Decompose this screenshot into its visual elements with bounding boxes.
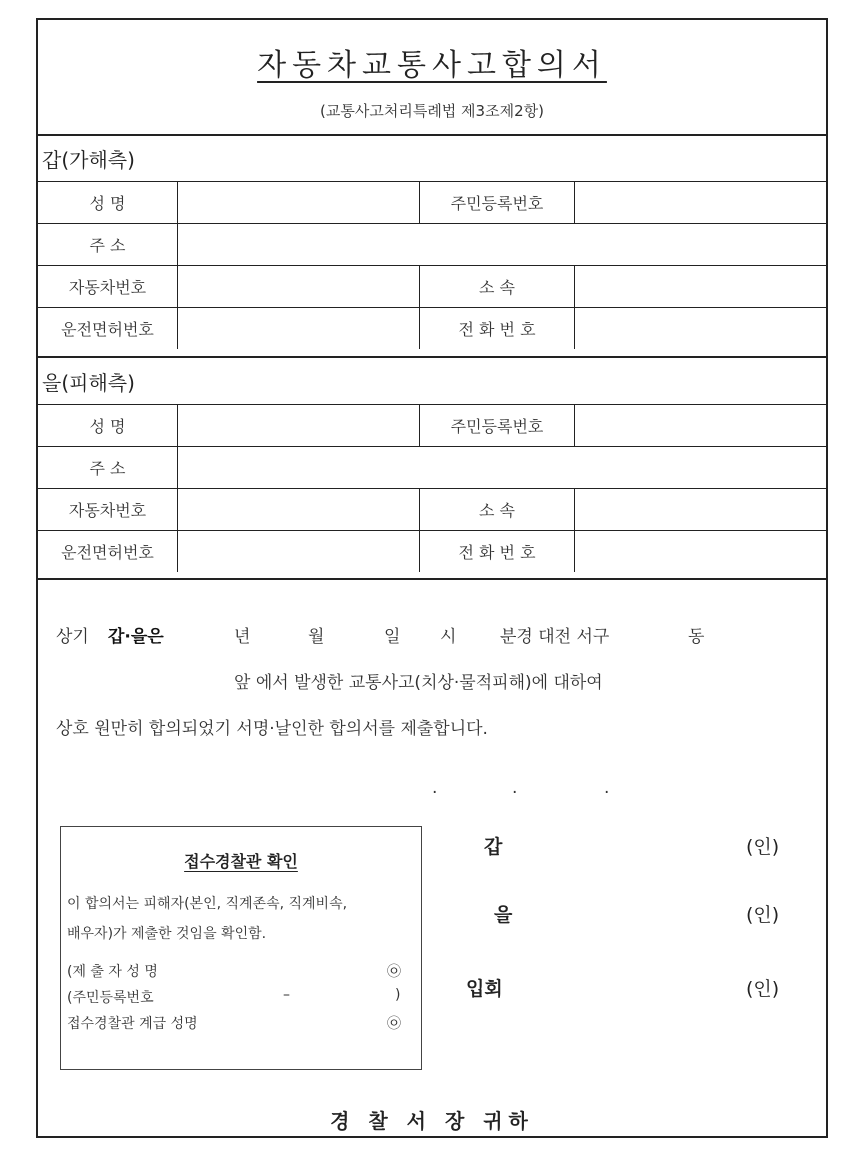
table-row: [38, 531, 826, 573]
police-box-text: 배우자)가 제출한 것임을 확인함.: [67, 926, 267, 942]
license-number-field[interactable]: [178, 308, 420, 350]
vehicle-number-field[interactable]: [178, 266, 420, 308]
phone-field[interactable]: [575, 531, 827, 573]
recipient-footer: 경 찰 서 장 귀하: [330, 1109, 534, 1133]
table-row: [38, 224, 826, 266]
statement-prefix: 상기: [56, 627, 89, 647]
dong-label: 동: [688, 627, 705, 647]
label-id-number: 주민등록번호: [420, 182, 575, 224]
label-id-number: 주민등록번호: [420, 405, 575, 447]
form-frame: [36, 18, 828, 1138]
signature-label-offender: 갑: [484, 836, 503, 858]
police-confirmation-box: [60, 826, 422, 1070]
seal-victim[interactable]: (인): [746, 904, 780, 926]
statement-line3: 상호 원만히 합의되었기 서명·날인한 합의서를 제출합니다.: [56, 719, 488, 739]
id-number-field[interactable]: [575, 405, 827, 447]
affiliation-field[interactable]: [575, 489, 827, 531]
statement-line2: 앞 에서 발생한 교통사고(치상·물적피해)에 대하여: [234, 673, 603, 693]
vehicle-number-field[interactable]: [178, 489, 420, 531]
id-number-label: (주민등록번호: [67, 990, 154, 1006]
name-field[interactable]: [178, 405, 420, 447]
id-number-field[interactable]: [575, 182, 827, 224]
label-phone: 전 화 번 호: [420, 531, 575, 573]
date-dot: .: [512, 778, 518, 798]
section-heading-offender: 갑(가해측): [42, 148, 135, 172]
year-label: 년: [234, 627, 251, 647]
offender-table: [38, 181, 826, 349]
phone-field[interactable]: [575, 308, 827, 350]
label-vehicle-number: 자동차번호: [38, 266, 178, 308]
table-row: [38, 266, 826, 308]
seal-witness[interactable]: (인): [746, 978, 780, 1000]
address-field[interactable]: [178, 224, 827, 266]
signature-label-victim: 을: [494, 904, 513, 926]
day-label: 일: [384, 627, 401, 647]
label-affiliation: 소 속: [420, 489, 575, 531]
label-license-number: 운전면허번호: [38, 531, 178, 573]
id-dash: –: [283, 987, 290, 1003]
document-subtitle: (교통사고처리특례법 제3조제2항): [320, 102, 544, 120]
affiliation-field[interactable]: [575, 266, 827, 308]
section-heading-victim: 을(피해측): [42, 371, 135, 395]
signature-label-witness: 입회: [466, 978, 503, 1000]
label-address: 주 소: [38, 224, 178, 266]
label-vehicle-number: 자동차번호: [38, 489, 178, 531]
label-address: 주 소: [38, 447, 178, 489]
label-license-number: 운전면허번호: [38, 308, 178, 350]
address-field[interactable]: [178, 447, 827, 489]
divider: [38, 134, 826, 136]
table-row: [38, 182, 826, 224]
police-box-text: 이 합의서는 피해자(본인, 직계존속, 직계비속,: [67, 896, 348, 912]
victim-table: [38, 404, 826, 572]
seal-offender[interactable]: (인): [746, 836, 780, 858]
divider: [38, 578, 826, 580]
label-phone: 전 화 번 호: [420, 308, 575, 350]
hour-label: 시: [440, 627, 457, 647]
table-row: [38, 405, 826, 447]
label-name: 성 명: [38, 182, 178, 224]
seal-mark: ㉧: [387, 1016, 401, 1032]
divider: [38, 356, 826, 358]
date-dot: .: [432, 778, 438, 798]
document-title: 자동차교통사고합의서: [257, 48, 607, 83]
submitter-label: (제 출 자 성 명: [67, 964, 158, 980]
police-box-heading: 접수경찰관 확인: [184, 852, 298, 871]
minute-place-label: 분경 대전 서구: [500, 627, 610, 647]
table-row: [38, 489, 826, 531]
id-close: ): [395, 987, 401, 1003]
officer-label: 접수경찰관 계급 성명: [67, 1016, 198, 1032]
month-label: 월: [308, 627, 325, 647]
date-dot: .: [604, 778, 610, 798]
label-affiliation: 소 속: [420, 266, 575, 308]
statement-parties: 갑·을은: [108, 627, 164, 647]
name-field[interactable]: [178, 182, 420, 224]
label-name: 성 명: [38, 405, 178, 447]
license-number-field[interactable]: [178, 531, 420, 573]
seal-mark: ㉧: [387, 964, 401, 980]
table-row: [38, 447, 826, 489]
table-row: [38, 308, 826, 350]
